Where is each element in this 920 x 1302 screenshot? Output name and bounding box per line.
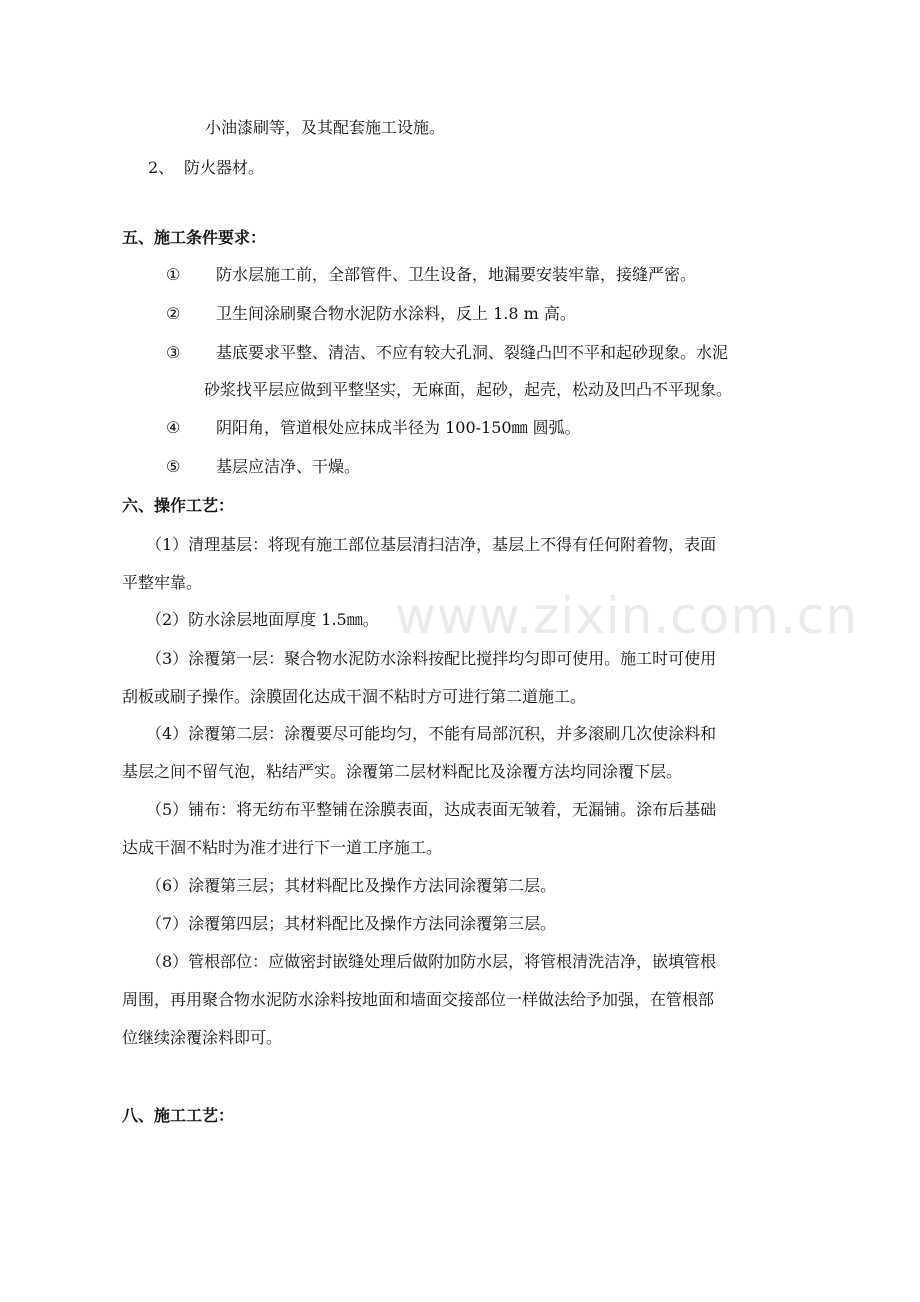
- process-step-continued: 位继续涂覆涂料即可。: [122, 1028, 283, 1047]
- process-step: （1）清理基层：将现有施工部位基层清扫洁净，基层上不得有任何附着物，表面: [146, 535, 717, 554]
- section-title-5: 五、施工条件要求：: [122, 228, 267, 247]
- circled-number-2: ②: [166, 304, 181, 323]
- process-step: （6）涂覆第三层；其材料配比及操作方法同涂覆第二层。: [146, 876, 557, 895]
- list-item-text: 防火器材。: [184, 158, 265, 177]
- process-step: （4）涂覆第二层：涂覆要尽可能均匀，不能有局部沉积，并多滚刷几次使涂料和: [146, 724, 717, 743]
- process-step: （7）涂覆第四层；其材料配比及操作方法同涂覆第三层。: [146, 914, 557, 933]
- process-step-continued: 达成干涸不粘时为准才进行下一道工序施工。: [122, 838, 443, 857]
- circled-number-5: ⑤: [166, 457, 181, 476]
- process-step: （3）涂覆第一层：聚合物水泥防水涂料按配比搅拌均匀即可使用。施工时可使用: [146, 649, 717, 668]
- circled-number-3: ③: [166, 343, 181, 362]
- circled-number-4: ④: [166, 418, 181, 437]
- condition-item: 卫生间涂刷聚合物水泥防水涂料，反上 1.8 m 高。: [216, 304, 576, 323]
- condition-item: 基层应洁净、干燥。: [216, 457, 361, 476]
- process-step-continued: 周围，再用聚合物水泥防水涂料按地面和墙面交接部位一样做法给予加强，在管根部: [122, 990, 715, 1009]
- process-step: （2）防水涂层地面厚度 1.5㎜。: [146, 610, 379, 629]
- condition-item: 防水层施工前，全部管件、卫生设备，地漏要安装牢靠，接缝严密。: [216, 265, 697, 284]
- intro-line: 小油漆刷等，及其配套施工设施。: [205, 118, 446, 137]
- condition-item: 阴阳角，管道根处应抹成半径为 100-150㎜ 圆弧。: [216, 418, 581, 437]
- list-number: 2、: [148, 158, 175, 177]
- section-title-8: 八、施工工艺：: [122, 1106, 235, 1125]
- watermark: www.zixin.com.cn: [395, 587, 859, 645]
- section-title-6: 六、操作工艺：: [122, 496, 235, 515]
- process-step-continued: 刮板或刷子操作。涂膜固化达成干涸不粘时方可进行第二道施工。: [122, 687, 587, 706]
- process-step: （8）管根部位：应做密封嵌缝处理后做附加防水层，将管根清洗洁净，嵌填管根: [146, 952, 717, 971]
- condition-item: 基底要求平整、清洁、不应有较大孔洞、裂缝凸凹不平和起砂现象。水泥: [216, 343, 729, 362]
- process-step-continued: 平整牢靠。: [122, 573, 203, 592]
- process-step-continued: 基层之间不留气泡，粘结严实。涂覆第二层材料配比及涂覆方法均同涂覆下层。: [122, 762, 683, 781]
- condition-item-continued: 砂浆找平层应做到平整坚实，无麻面，起砂，起壳，松动及凹凸不平现象。: [204, 380, 733, 399]
- circled-number-1: ①: [166, 265, 181, 284]
- process-step: （5）铺布：将无纺布平整铺在涂膜表面，达成表面无皱着，无漏铺。涂布后基础: [146, 800, 717, 819]
